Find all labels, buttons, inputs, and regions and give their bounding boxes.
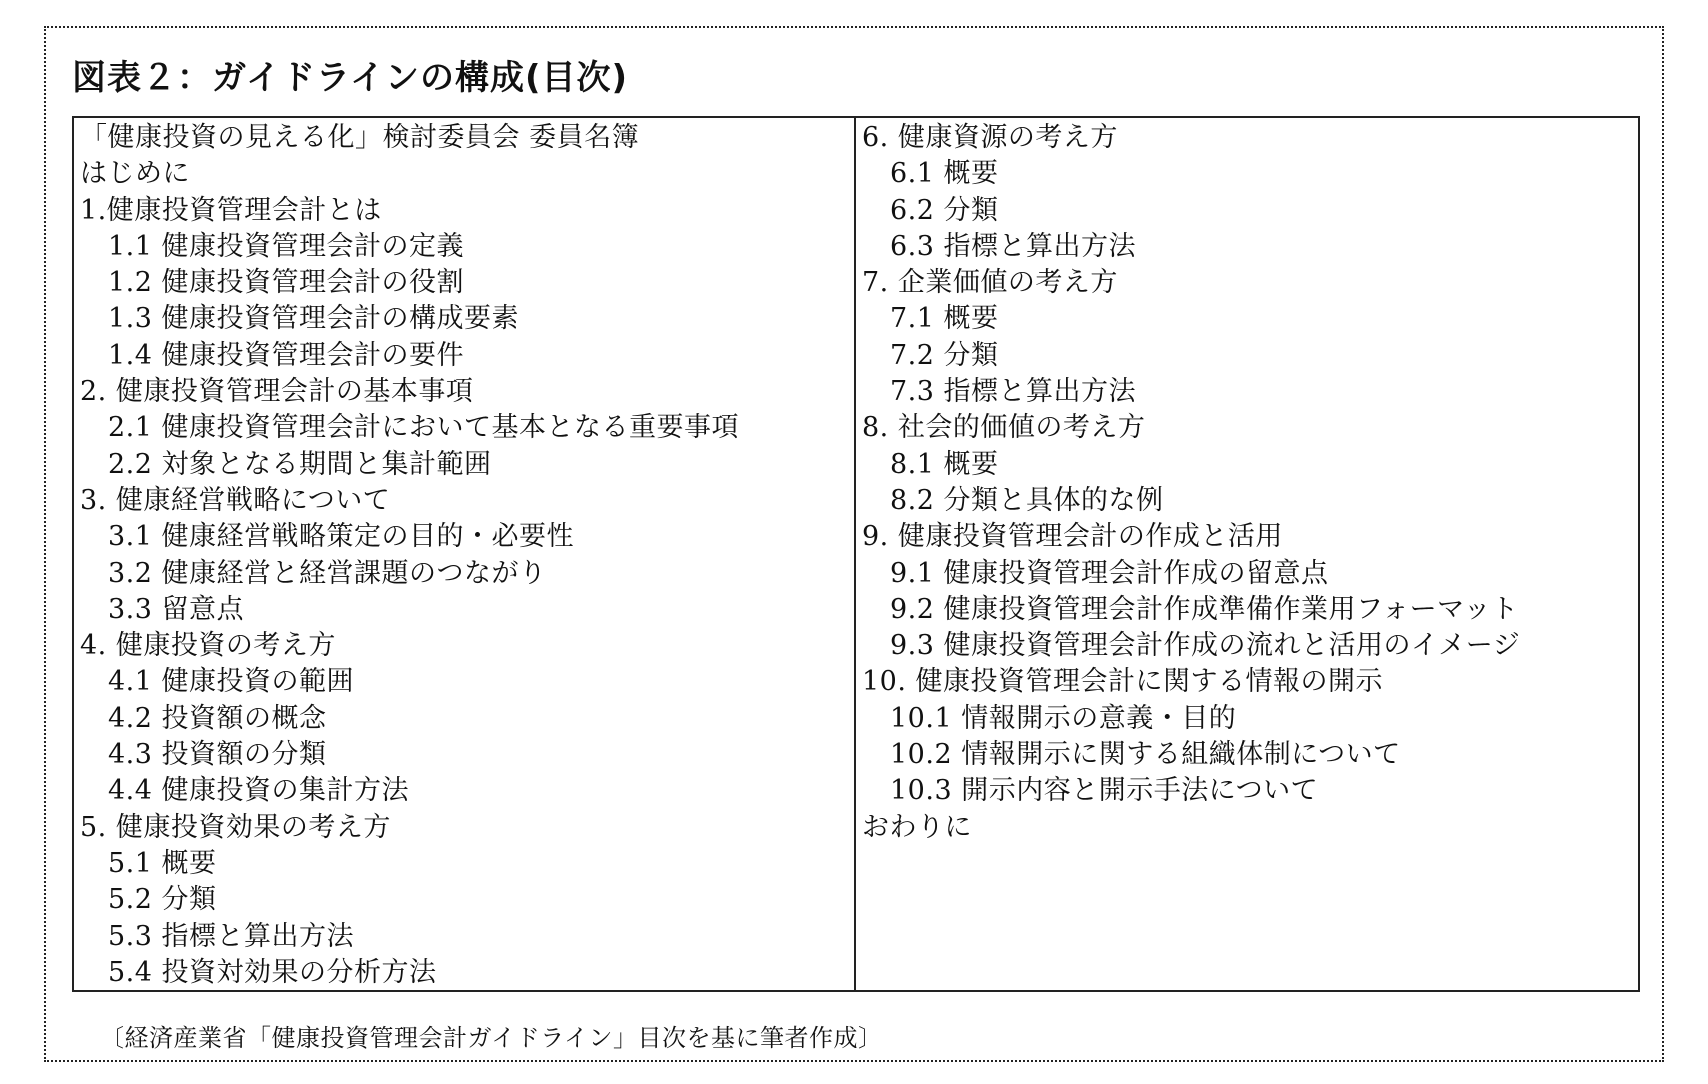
toc-entry: 6.2 分類 [890, 194, 999, 226]
toc-entry: 4.2 投資額の概念 [108, 702, 327, 734]
toc-entry: 4.3 投資額の分類 [108, 739, 327, 771]
toc-entry: 3.1 健康経営戦略策定の目的・必要性 [108, 521, 575, 553]
toc-entry: 8.1 概要 [890, 448, 999, 480]
toc-entry: 10. 健康投資管理会計に関する情報の開示 [862, 666, 1384, 698]
toc-entry: 7. 企業価値の考え方 [862, 267, 1118, 299]
toc-entry: 10.3 開示内容と開示手法について [890, 775, 1319, 807]
toc-entry: 8. 社会的価値の考え方 [862, 412, 1146, 444]
toc-entry: 1.2 健康投資管理会計の役割 [108, 267, 465, 299]
toc-entry: 2.1 健康投資管理会計において基本となる重要事項 [108, 412, 740, 444]
toc-entry: 7.3 指標と算出方法 [890, 376, 1137, 408]
toc-entry: 1.4 健康投資管理会計の要件 [108, 339, 465, 371]
toc-entry: 6.1 概要 [890, 158, 999, 190]
toc-table [72, 116, 1640, 992]
toc-entry: 3. 健康経営戦略について [80, 484, 391, 516]
toc-entry: 6.3 指標と算出方法 [890, 230, 1137, 262]
toc-entry: 2. 健康投資管理会計の基本事項 [80, 376, 474, 408]
toc-entry: おわりに [862, 811, 972, 843]
toc-entry: 7.1 概要 [890, 303, 999, 335]
toc-entry: 6. 健康資源の考え方 [862, 122, 1118, 153]
toc-entry: 5.1 概要 [108, 847, 217, 879]
toc-entry: 1.1 健康投資管理会計の定義 [108, 230, 465, 262]
toc-entry: 9.3 健康投資管理会計作成の流れと活用のイメージ [890, 630, 1521, 662]
toc-entry: 4. 健康投資の考え方 [80, 630, 336, 662]
toc-entry: 9.2 健康投資管理会計作成準備作業用フォーマット [890, 593, 1519, 625]
figure-title: 図表２：ガイドラインの構成(目次) [72, 58, 629, 98]
toc-entry: 5.4 投資対効果の分析方法 [108, 956, 437, 988]
toc-entry: 7.2 分類 [890, 339, 999, 371]
toc-entry: 3.2 健康経営と経営課題のつながり [108, 557, 547, 589]
toc-column-left [74, 118, 856, 990]
toc-entry: 4.1 健康投資の範囲 [108, 666, 355, 698]
toc-column-right [856, 118, 1638, 990]
toc-entry: 「健康投資の見える化」検討委員会 委員名簿 [80, 122, 640, 153]
toc-entry: 10.1 情報開示の意義・目的 [890, 702, 1237, 734]
toc-entry: 4.4 健康投資の集計方法 [108, 775, 410, 807]
toc-entry: 1.健康投資管理会計とは [80, 194, 382, 226]
toc-entry: 3.3 留意点 [108, 593, 245, 625]
source-note: 〔経済産業省「健康投資管理会計ガイドライン」目次を基に筆者作成〕 [100, 1024, 883, 1052]
toc-entry: 10.2 情報開示に関する組織体制について [890, 739, 1401, 771]
toc-entry: 9. 健康投資管理会計の作成と活用 [862, 521, 1283, 553]
toc-entry: 8.2 分類と具体的な例 [890, 484, 1164, 516]
toc-entry: 1.3 健康投資管理会計の構成要素 [108, 303, 520, 335]
toc-entry: 5. 健康投資効果の考え方 [80, 811, 391, 843]
toc-entry: 5.3 指標と算出方法 [108, 920, 355, 952]
toc-entry: 9.1 健康投資管理会計作成の留意点 [890, 557, 1329, 589]
toc-entry: 2.2 対象となる期間と集計範囲 [108, 448, 492, 480]
toc-entry: はじめに [80, 158, 190, 190]
toc-entry: 5.2 分類 [108, 884, 217, 916]
